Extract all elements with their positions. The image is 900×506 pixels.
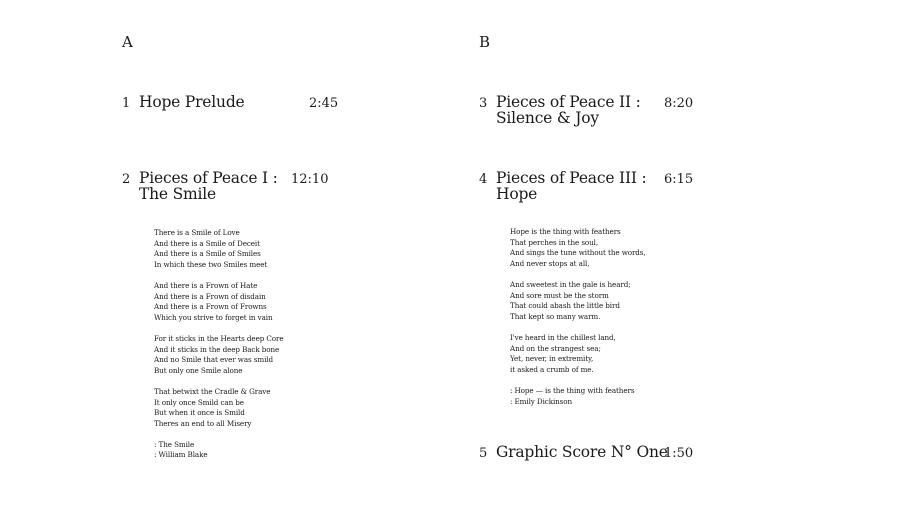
poem-line: And there is a Frown of disdain: [154, 291, 266, 301]
poem-line: And there is a Smile of Smiles: [154, 249, 261, 259]
poem-hope: [510, 227, 646, 418]
poem-line: it asked a crumb of me.: [510, 364, 594, 374]
track-5-duration: 1:50: [664, 446, 694, 461]
poem-line: Which you strive to forget in vain: [154, 312, 273, 322]
poem-line: : William Blake: [154, 450, 208, 460]
track-subtitle: Silence & Joy: [496, 109, 599, 127]
poem-line: In which these two Smiles meet: [154, 259, 268, 269]
track-number: 1: [122, 96, 131, 111]
poem-line: But only one Smile alone: [154, 365, 243, 375]
poem-line: And on the strangest sea;: [510, 343, 601, 353]
poem-line: : Hope — is the thing with feathers: [510, 385, 635, 395]
poem-line: I've heard in the chillest land,: [510, 332, 616, 342]
poem-stanza: [154, 281, 284, 323]
track-number: 3: [479, 96, 488, 111]
poem-stanza: [510, 333, 646, 375]
poem-line: And it sticks in the deep Back bone: [154, 344, 280, 354]
track-title: Pieces of Peace I :: [139, 169, 278, 187]
poem-attribution: [510, 386, 646, 407]
poem-stanza: [154, 228, 284, 270]
track-subtitle: The Smile: [139, 185, 217, 203]
poem-line: It only once Smild can be: [154, 397, 244, 407]
track-number: 4: [479, 172, 488, 187]
track-2-duration: 12:10: [291, 172, 329, 187]
poem-line: And there is a Smile of Deceit: [154, 238, 260, 248]
poem-the-smile: [154, 228, 284, 472]
poem-stanza: [154, 387, 284, 429]
track-title: Hope Prelude: [139, 93, 245, 111]
poem-stanza: [510, 280, 646, 322]
track-number: 5: [479, 446, 488, 461]
poem-line: And no Smile that ever was smild: [154, 355, 273, 365]
poem-line: And sore must be the storm: [510, 290, 609, 300]
poem-stanza: [154, 334, 284, 376]
poem-line: Hope is the thing with feathers: [510, 227, 621, 236]
poem-line: And sings the tune without the words,: [510, 248, 646, 258]
poem-line: Yet, never, in extremity,: [510, 354, 594, 364]
poem-line: Theres an end to all Misery: [154, 418, 252, 428]
track-1-duration: 2:45: [309, 96, 339, 111]
track-title: Graphic Score N° One: [496, 443, 668, 461]
poem-line: But when it once is Smild: [154, 408, 245, 418]
poem-line: : Emily Dickinson: [510, 396, 573, 406]
poem-attribution: [154, 440, 284, 461]
track-title: Pieces of Peace II :: [496, 93, 641, 111]
poem-line: There is a Smile of Love: [154, 228, 240, 237]
poem-line: For it sticks in the Hearts deep Core: [154, 333, 284, 343]
track-title: Pieces of Peace III :: [496, 169, 647, 187]
poem-line: And there is a Frown of Hate: [154, 280, 258, 290]
track-3-duration: 8:20: [664, 96, 694, 111]
poem-line: That kept so many warm.: [510, 311, 601, 321]
track-4-duration: 6:15: [664, 172, 694, 187]
side-b-label: B: [479, 33, 491, 51]
side-a-label: A: [122, 33, 133, 51]
poem-line: That betwixt the Cradle & Grave: [154, 386, 271, 396]
poem-line: And sweetest in the gale is heard;: [510, 279, 631, 289]
poem-line: That could abash the little bird: [510, 301, 620, 311]
poem-stanza: [510, 227, 646, 269]
poem-line: And there is a Frown of Frowns: [154, 302, 267, 312]
poem-line: : The Smile: [154, 439, 195, 449]
track-subtitle: Hope: [496, 185, 538, 203]
track-number: 2: [122, 172, 131, 187]
poem-line: And never stops at all,: [510, 258, 590, 268]
poem-line: That perches in the soul,: [510, 237, 599, 247]
